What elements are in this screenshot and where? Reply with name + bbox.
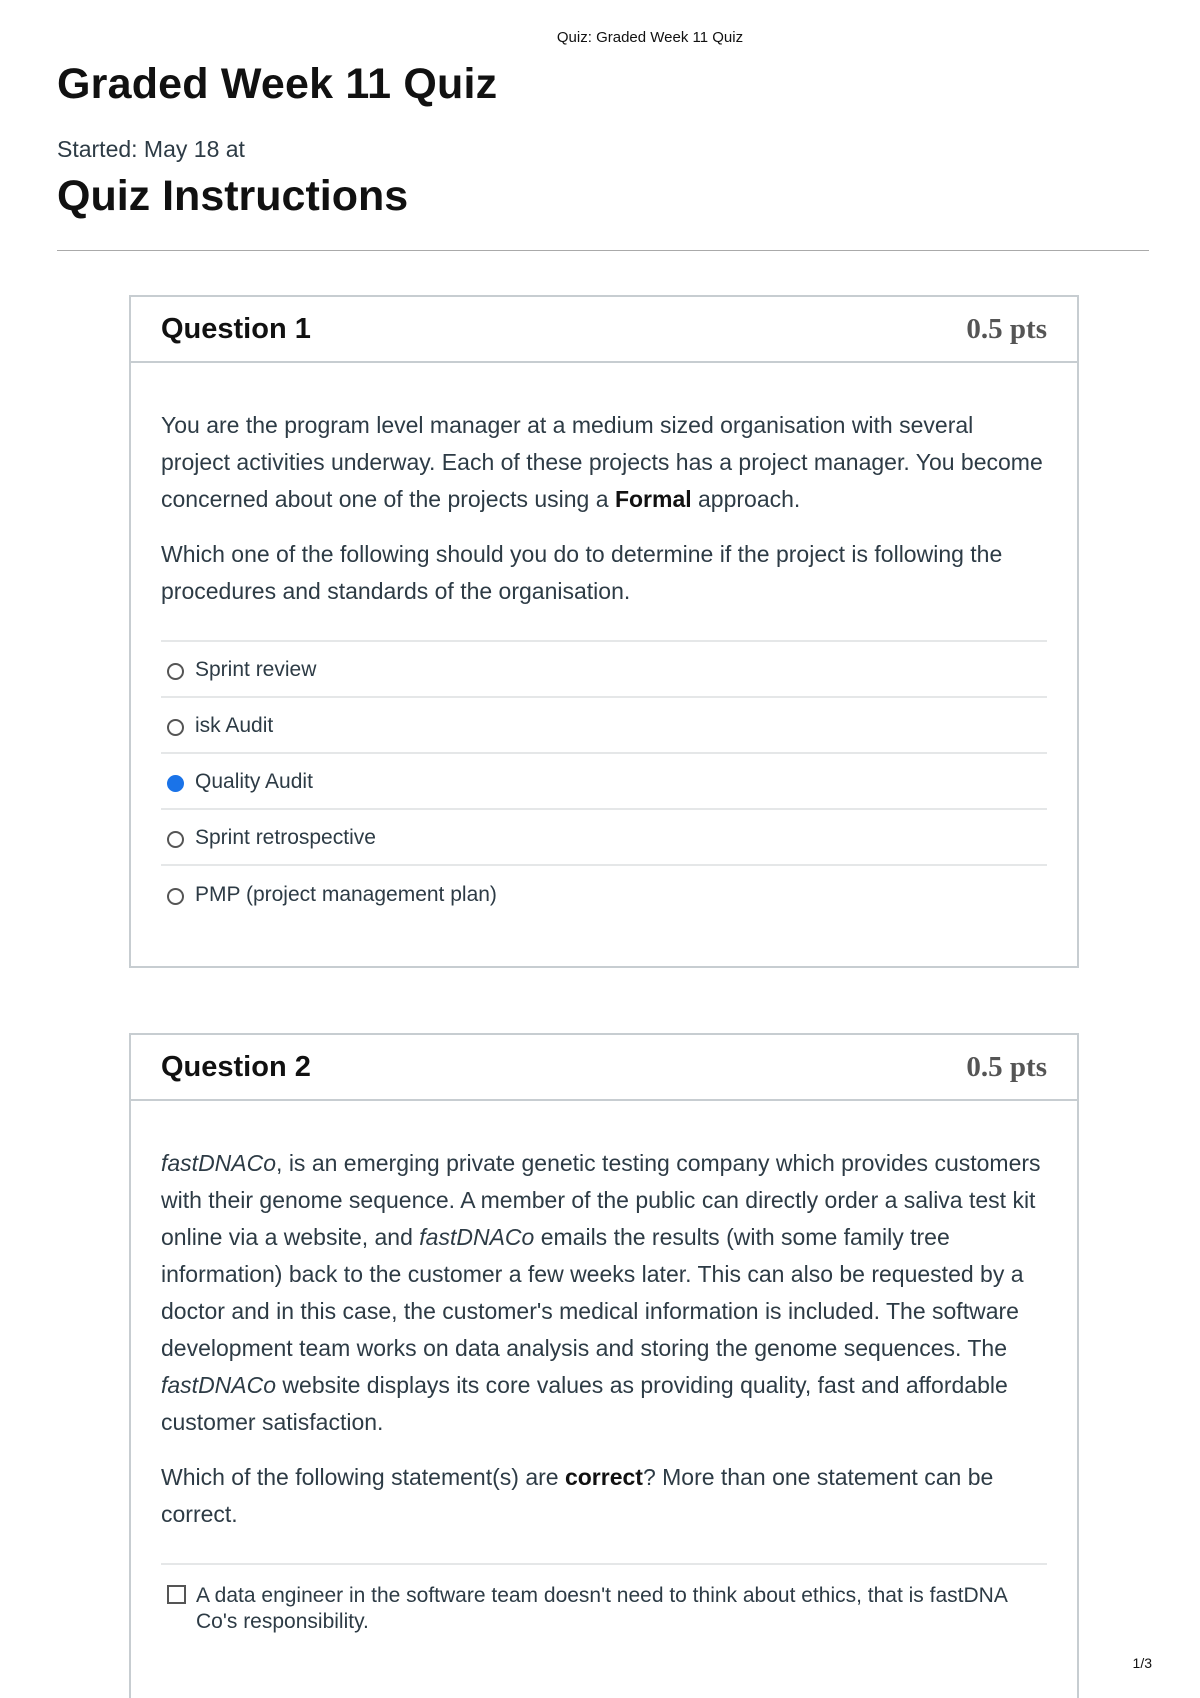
radio-button[interactable] [167,719,184,736]
answer-label: Sprint retrospective [195,825,376,849]
divider [57,250,1149,251]
question-2-text-part: , is an emerging private genetic testing company which provides customers with their genome sequence. A member of the public can directly order a saliva test kit online via a website, and [161,1150,1041,1250]
radio-button-selected[interactable] [167,775,184,792]
answer-option[interactable] [161,642,1047,698]
question-1-body [131,363,1077,922]
question-1-points: 0.5 pts [966,312,1047,345]
question-2 [129,1033,1079,1698]
question-1-answers [161,640,1047,922]
question-2-answers [161,1563,1047,1635]
answer-label: Quality Audit [195,769,313,793]
answer-option[interactable] [161,754,1047,810]
question-2-title: Question 2 [161,1050,311,1083]
answer-label: Sprint review [195,657,317,681]
answer-option[interactable] [161,698,1047,754]
company-name: fastDNACo [419,1224,535,1250]
radio-button[interactable] [167,831,184,848]
question-2-bold-term: correct [564,1464,643,1490]
question-2-points: 0.5 pts [966,1050,1047,1083]
started-time: Started: May 18 at [57,136,245,162]
question-2-prompt [161,1459,1047,1533]
company-name: fastDNACo [161,1150,277,1176]
question-2-text-part: website displays its core values as providing quality, fast and affordable customer satisfaction. [161,1372,1008,1435]
question-1-text-part: approach. [691,486,801,512]
radio-button[interactable] [167,888,184,905]
question-1-prompt: Which one of the following should you do to determine if the project is following the procedures and standards of the organisation. [161,541,1003,604]
question-1-title: Question 1 [161,312,311,345]
question-2-header [131,1035,1077,1101]
instructions-heading: Quiz Instructions [57,172,409,220]
checkbox[interactable] [167,1585,186,1604]
question-2-text [161,1145,1047,1441]
answer-option[interactable] [161,1565,1047,1635]
question-1-header [131,297,1077,363]
question-1-bold-term: Formal [614,486,692,512]
question-2-prompt-part: Which of the following statement(s) are [161,1464,565,1490]
question-1-text-part: You are the program level manager at a medium sized organisation with several project activities underway. Each of these projects has a project manager. You become concerned about one of the projects using a [161,412,1043,512]
answer-label: isk Audit [195,713,274,737]
question-1-text [161,407,1047,518]
page-title: Graded Week 11 Quiz [57,60,498,108]
answer-option[interactable] [161,866,1047,922]
page-number: 1/3 [1132,1655,1152,1671]
question-2-prompt-part: ? More than one statement can be correct. [161,1464,994,1527]
company-name: fastDNACo [161,1372,277,1398]
answer-label: A data engineer in the software team doesn't need to think about ethics, that is fastDNA Co's responsibility. [196,1584,1007,1633]
answer-label: PMP (project management plan) [195,882,497,906]
question-2-body [131,1101,1077,1635]
answer-option[interactable] [161,810,1047,866]
question-2-text-part: emails the results (with some family tree information) back to the customer a few weeks later. This can also be requested by a doctor and in this case, the customer's medical information is included. The software development team works on data analysis and storing the genome sequences. The [161,1224,1024,1361]
print-header: Quiz: Graded Week 11 Quiz [556,29,744,46]
radio-button[interactable] [167,663,184,680]
question-1 [129,295,1079,968]
